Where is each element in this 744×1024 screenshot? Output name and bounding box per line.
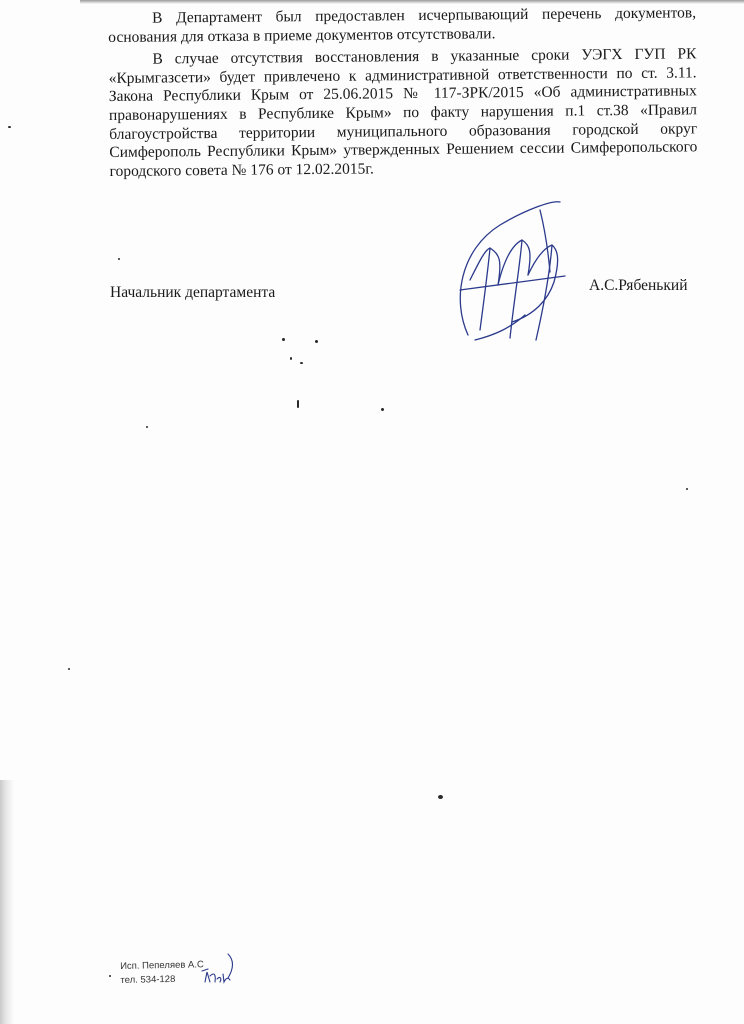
signer-name: А.С.Рябенький: [589, 277, 688, 294]
executor-note: [120, 958, 204, 988]
signer-title: Начальник департамента: [110, 284, 276, 301]
scan-speck: [381, 408, 384, 411]
scan-speck: [438, 795, 443, 799]
scan-speck: [68, 668, 70, 670]
scan-speck: [109, 975, 111, 977]
initials-mark: [200, 952, 245, 992]
scan-speck: [146, 426, 148, 428]
scan-speck: [315, 340, 318, 343]
paragraph-liability: В случае отсутствия восстановления в указанные сроки УЭГХ ГУП РК «Крымгазсети» будет привлечено к административной ответственности по ст. 3.11. Закона Республики Крым от 25.06.2015 № 117-ЗРК/2015 «Об административных правонарушениях в Республике Крым» по факту нарушения п.1 ст.38 «Правил благоустройства территории муниципального образования городской округ Симферополь Республики Крым» утвержденных Решением сессии Симферопольского городского совета № 176 от 12.02.2015г.: [108, 45, 698, 180]
signature-mark: [440, 190, 600, 350]
scan-speck: [290, 357, 292, 360]
scan-speck: [300, 362, 303, 364]
scan-speck: [118, 258, 120, 260]
scan-left-edge: [0, 780, 14, 1024]
scan-speck: [686, 488, 688, 490]
paragraph-documents: В Департамент был предоставлен исчерпывающий перечень документов, основания для отказа в приеме документов отсутствовали.: [108, 4, 697, 46]
executor-name: Исп. Пепеляев А.С: [120, 959, 204, 972]
letter-body: [108, 4, 698, 181]
scan-top-edge: [80, 0, 744, 4]
scan-speck: [297, 400, 299, 408]
scan-speck: [8, 126, 11, 128]
scan-speck: [282, 338, 285, 341]
executor-phone: тел. 534-128: [120, 973, 176, 986]
